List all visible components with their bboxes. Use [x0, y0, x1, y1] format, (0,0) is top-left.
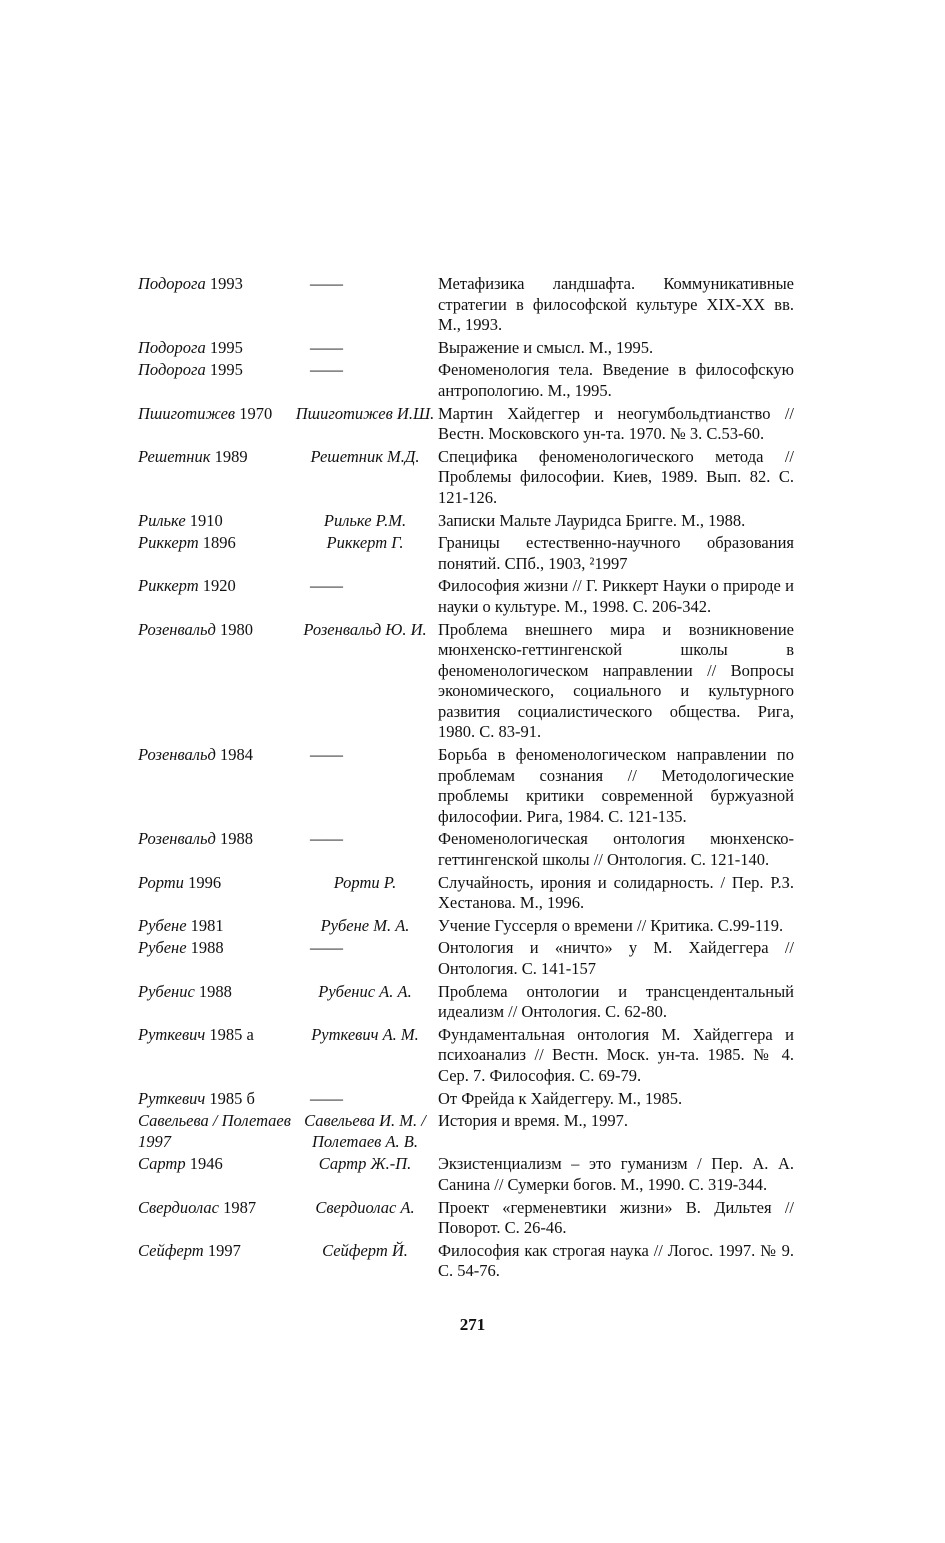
bibliography-entry [138, 574, 794, 617]
entry-author-name: Савельева И. М. / Полетаев А. В. [304, 1111, 426, 1151]
entry-author [292, 358, 438, 401]
entry-reference: Философия как строгая наука // Логос. 1997. № 9. С. 54-76. [438, 1240, 794, 1281]
entry-key-year: 1993 [205, 274, 243, 293]
entry-reference: Экзистенциализм – это гуманизм / Пер. А. А. Санина // Сумерки богов. М., 1990. С. 319-344. [438, 1154, 794, 1194]
entry-key [138, 1109, 292, 1152]
entry-author-name: Риккерт Г. [326, 533, 404, 553]
entry-reference: Случайность, ирония и солидарность. / Пер. Р.З. Хестанова. М., 1996. [438, 872, 794, 913]
bibliography-entry [138, 358, 794, 401]
entry-reference: Записки Мальте Лауридса Бригге. М., 1988. [438, 510, 746, 530]
entry-key-name: Рорти [138, 872, 184, 892]
entry-author-name: Розенвальд Ю. И. [303, 619, 427, 639]
entry-reference: Специфика феноменологического метода // Проблемы философии. Киев, 1989. Вып. 82. С. 121-126. [438, 446, 794, 507]
entry-key [138, 402, 292, 445]
bibliography-entry [138, 1196, 794, 1239]
entry-key-name: Подорога [138, 337, 206, 357]
entry-key-name: Руткевич [138, 1088, 206, 1108]
entry-key [138, 827, 292, 870]
entry-key [138, 358, 292, 401]
bibliography-entry [138, 827, 794, 870]
entry-reference: Философия жизни // Г. Риккерт Науки о природе и науки о культуре. М., 1998. С. 206-342. [438, 576, 794, 616]
entry-key-year: 1988 [186, 938, 224, 958]
entry-key [138, 1087, 292, 1110]
entry-key-year: 1970 [235, 403, 273, 423]
entry-key-year: 1995 [205, 337, 243, 357]
page-number: 271 [459, 1315, 486, 1334]
entry-key-name: Свердиолас [138, 1197, 219, 1217]
bibliography-entry [138, 272, 794, 336]
entry-key-year: 1984 [215, 745, 253, 765]
bibliography-entry [138, 618, 794, 744]
entry-author-name: Рубенис А. А. [318, 981, 412, 1001]
entry-key-year: 1946 [185, 1154, 223, 1174]
entry-author [292, 618, 438, 744]
entry-key-year: 1988 [215, 829, 253, 849]
entry-author-name: Рорти Р. [333, 872, 397, 892]
entry-author-name: Рубене М. А. [320, 915, 410, 935]
entry-key [138, 1152, 292, 1195]
entry-key-year: 1997 [203, 1240, 241, 1260]
entry-key [138, 914, 292, 937]
entry-key-name: Решетник [138, 446, 211, 466]
entry-author-name: Решетник М.Д. [310, 446, 420, 466]
entry-author-name: —— [310, 745, 343, 765]
entry-key [138, 743, 292, 827]
entry-reference: От Фрейда к Хайдеггеру. М., 1985. [438, 1088, 683, 1108]
entry-key-year: 1910 [185, 510, 223, 530]
entry-author [292, 1023, 438, 1087]
entry-author [292, 871, 438, 914]
entry-key-name: Руткевич [138, 1024, 206, 1044]
entry-author-name: Руткевич А. М. [311, 1024, 419, 1044]
entry-author [292, 574, 438, 617]
bibliography-entry [138, 445, 794, 509]
bibliography-entry [138, 914, 794, 937]
entry-author [292, 272, 438, 336]
entry-reference: Выражение и смысл. М., 1995. [438, 337, 654, 357]
entry-key-name: Розенвальд [138, 619, 216, 639]
entry-reference: Границы естественно-научного образования понятий. СПб., 1903, ²1997 [438, 533, 794, 573]
entry-key [138, 272, 292, 336]
entry-reference: Онтология и «ничто» у М. Хайдеггера // Онтология. С. 141-157 [438, 938, 794, 978]
entry-author [292, 914, 438, 937]
bibliography-entry [138, 980, 794, 1023]
entry-author-name: Рильке Р.М. [323, 510, 407, 530]
entry-key [138, 509, 292, 532]
entry-author-name: —— [310, 337, 343, 357]
entry-author-name: Сейферт Й. [322, 1240, 408, 1260]
entry-author-name: —— [310, 576, 343, 596]
entry-author [292, 936, 438, 979]
bibliography-entry [138, 1109, 794, 1152]
bibliography-entry [138, 509, 794, 532]
entry-author-name: —— [310, 938, 343, 958]
entry-key-name: Розенвальд [138, 745, 216, 765]
entry-key [138, 336, 292, 359]
bibliography-entry [138, 1087, 794, 1110]
entry-key-name: Сартр [138, 1154, 186, 1174]
entry-author [292, 1087, 438, 1110]
entry-author [292, 827, 438, 870]
entry-author [292, 402, 438, 445]
bibliography-entry [138, 871, 794, 914]
bibliography-entry [138, 1239, 794, 1282]
entry-key-name: Риккерт [138, 533, 199, 553]
entry-key [138, 531, 292, 574]
entry-author [292, 509, 438, 532]
bibliography-entry [138, 743, 794, 827]
entry-author [292, 1196, 438, 1239]
entry-author [292, 980, 438, 1023]
entry-author [292, 743, 438, 827]
bibliography-entry [138, 336, 794, 359]
entry-key [138, 445, 292, 509]
entry-key-name: Рубене [138, 915, 187, 935]
entry-reference: Феноменологическая онтология мюнхенско-геттингенской школы // Онтология. С. 121-140. [438, 829, 794, 870]
entry-key-name: Подорога [138, 360, 206, 380]
entry-reference: Проблема внешнего мира и возникновение мюнхенско-геттингенской школы в феноменологическом направлении // Вопросы экономического, социального и культурного развития социалистического общества. Рига, 1980. С. 83-91. [438, 619, 794, 742]
entry-key-year: 1985 б [205, 1088, 255, 1108]
entry-author [292, 531, 438, 574]
entry-author [292, 1239, 438, 1282]
entry-author-name: Сартр Ж.-П. [318, 1154, 412, 1174]
entry-key [138, 618, 292, 744]
entry-key-name: Пшиготижев [138, 403, 236, 423]
entry-key-name: Подорога [138, 274, 206, 293]
entry-author-name: Свердиолас А. [315, 1197, 415, 1217]
entry-key-year: 1920 [198, 576, 236, 596]
entry-reference: Феноменология тела. Введение в философскую антропологию. М., 1995. [438, 360, 794, 400]
entry-key-name: Розенвальд [138, 829, 216, 849]
entry-author-name: —— [310, 360, 343, 380]
entry-key-year: 1988 [194, 981, 232, 1001]
entry-key-name: Риккерт [138, 576, 199, 596]
entry-reference: Метафизика ландшафта. Коммуникативные стратегии в философской культуре XIX-XX вв. М., 1993. [438, 274, 794, 335]
entry-key [138, 936, 292, 979]
entry-key-name: Рубене [138, 938, 187, 958]
entry-author-name: —— [310, 1088, 343, 1108]
entry-reference: Фундаментальная онтология М. Хайдеггера и психоанализ // Вестн. Моск. ун-та. 1985. № 4. Сер. 7. Философия. С. 69-79. [438, 1024, 794, 1085]
entry-author [292, 445, 438, 509]
entry-key-year: 1896 [198, 533, 236, 553]
entry-author-name: Пшиготижев И.Ш. [295, 403, 435, 423]
entry-key [138, 574, 292, 617]
entry-key-year: 1985 а [205, 1024, 254, 1044]
entry-key-year: 1980 [215, 619, 253, 639]
entry-reference: Учение Гуссерля о времени // Критика. С.99-119. [438, 915, 784, 935]
bibliography-table [138, 272, 794, 1282]
entry-reference: Борьба в феноменологическом направлении по проблемам сознания // Методологические проблемы критики современной буржуазной философии. Рига, 1984. С. 121-135. [438, 745, 794, 826]
entry-reference: Проблема онтологии и трансцендентальный идеализм // Онтология. С. 62-80. [438, 981, 794, 1022]
entry-key [138, 1239, 292, 1282]
entry-key [138, 1196, 292, 1239]
entry-author [292, 1109, 438, 1152]
entry-author [292, 336, 438, 359]
entry-key-year: 1981 [186, 915, 224, 935]
entry-key [138, 1023, 292, 1087]
entry-key-name: Савельева / Полетаев 1997 [138, 1111, 291, 1151]
entry-reference: Мартин Хайдеггер и неогумбольдтианство // Вестн. Московского ун-та. 1970. № 3. С.53-60. [438, 403, 794, 444]
entry-reference: История и время. М., 1997. [438, 1111, 629, 1131]
entry-key-year: 1989 [210, 446, 248, 466]
entry-key-name: Сейферт [138, 1240, 204, 1260]
entry-key [138, 980, 292, 1023]
bibliography-entry [138, 936, 794, 979]
entry-key-year: 1996 [183, 872, 222, 892]
entry-key-name: Рильке [138, 510, 186, 530]
entry-key-name: Рубенис [138, 981, 195, 1001]
entry-author-name: —— [310, 274, 343, 293]
bibliography-entry [138, 1023, 794, 1087]
bibliography-entry [138, 402, 794, 445]
entry-key [138, 871, 292, 914]
entry-reference: Проект «герменевтики жизни» В. Дильтея // Поворот. С. 26-46. [438, 1197, 794, 1238]
entry-key-year: 1995 [205, 360, 243, 380]
entry-author [292, 1152, 438, 1195]
entry-key-year: 1987 [218, 1197, 257, 1217]
entry-author-name: —— [310, 829, 343, 849]
bibliography-entry [138, 531, 794, 574]
bibliography-entry [138, 1152, 794, 1195]
